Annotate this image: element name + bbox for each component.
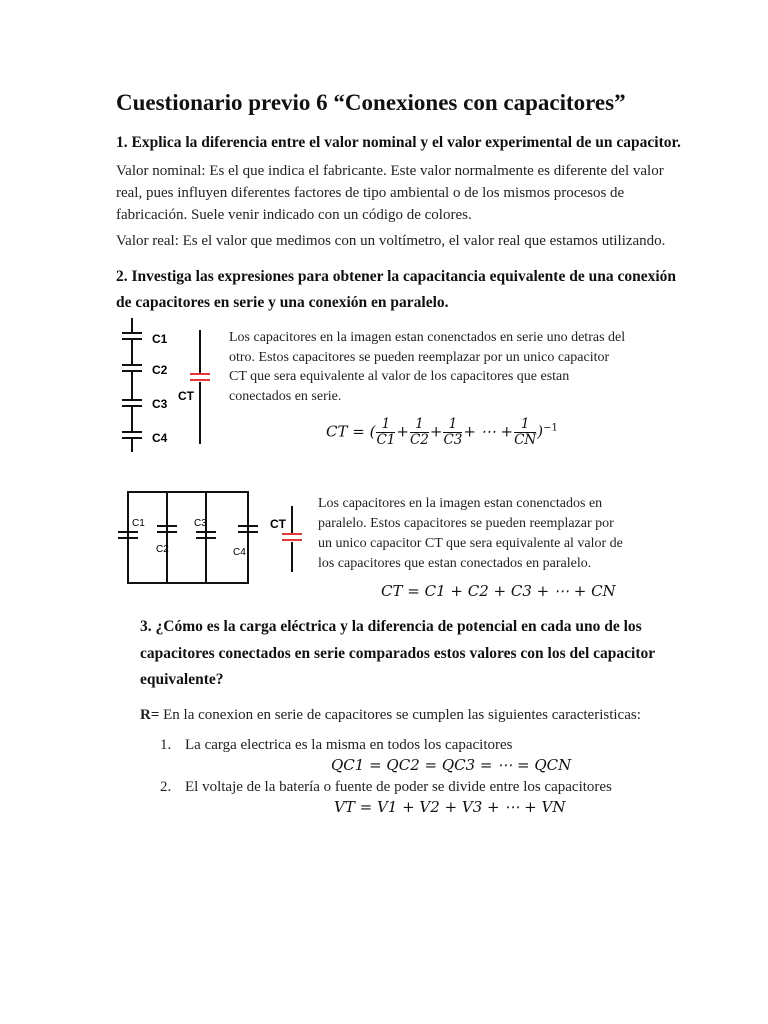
series-formula: CT = ( $\frac{1}{C1}$ + $\frac{1}{C2}$ + $\frac{1}{C3}$ + ⋯ + $\frac{1}{CN}$ )$^{-1}$	[326, 416, 558, 448]
question-2-line: de capacitores en serie y una conexión en paralelo.	[116, 294, 449, 311]
label-c3: C3	[194, 518, 207, 529]
list-item-number: 2.	[160, 779, 172, 795]
list-item-number: 1.	[160, 737, 172, 753]
question-2-line: 2. Investiga las expresiones para obtener la capacitancia equivalente de una conexión	[116, 268, 677, 285]
question-3	[140, 614, 655, 694]
label-c4: C4	[152, 431, 168, 445]
answer-prefix: R=	[140, 707, 160, 723]
parallel-explanation	[318, 494, 623, 574]
series-text-line: otro. Estos capacitores se pueden reemplazar por un unico capacitor	[229, 349, 610, 365]
parallel-circuit-diagram	[116, 486, 316, 586]
series-explanation	[229, 328, 625, 406]
fraction-1-c2: $\frac{1}{C2}$	[409, 416, 429, 448]
list-item-text: La carga electrica es la misma en todos los capacitores	[185, 737, 513, 753]
question-3-line: 3. ¿Cómo es la carga eléctrica y la diferencia de potencial en cada uno de los	[140, 618, 642, 635]
list-item	[160, 734, 513, 756]
list-item	[160, 776, 612, 798]
label-c2: C2	[156, 544, 169, 555]
series-circuit-diagram	[116, 318, 216, 454]
parallel-text-line: un unico capacitor CT que sera equivalente al valor de	[318, 536, 623, 551]
question-1: 1. Explica la diferencia entre el valor nominal y el valor experimental de un capacitor.	[116, 134, 681, 151]
parallel-text-line: paralelo. Estos capacitores se pueden reemplazar por	[318, 516, 614, 531]
nominal-line: real, pues influyen diferentes factores de tipo ambiental o de los mismos procesos de	[116, 185, 625, 201]
label-ct: CT	[270, 517, 286, 531]
label-c3: C3	[152, 397, 168, 411]
label-ct: CT	[178, 389, 194, 403]
formula-exponent: −1	[543, 422, 558, 434]
nominal-line: fabricación. Suele venir indicado con un código de colores.	[116, 207, 472, 223]
label-c4: C4	[233, 547, 246, 558]
question-3-line: capacitores conectados en serie comparados estos valores con los del capacitor	[140, 644, 656, 662]
parallel-text-line: los capacitores que estan conectados en paralelo.	[318, 556, 592, 571]
series-text-line: conectados en serie.	[229, 388, 342, 404]
series-text-line: CT que sera equivalente al valor de los capacitores que estan	[229, 369, 570, 384]
charge-formula: QC1 = QC2 = QC3 = ⋯ = QCN	[331, 756, 572, 774]
answer-text: En la conexion en serie de capacitores se cumplen las siguientes caracteristicas:	[159, 707, 641, 723]
answer-line	[140, 704, 641, 726]
real-value-paragraph: Valor real: Es el valor que medimos con un voltímetro, el valor real que estamos utilizando.	[116, 233, 666, 249]
fraction-1-c3: $\frac{1}{C3}$	[443, 416, 463, 448]
question-3-line: equivalente?	[140, 671, 224, 688]
parallel-text-line: Los capacitores en la imagen estan conenctados en	[318, 496, 603, 511]
fraction-1-cn: $\frac{1}{CN}$	[514, 416, 537, 448]
document-title: Cuestionario previo 6 “Conexiones con capacitores”	[116, 90, 626, 115]
fraction-1-c1: $\frac{1}{C1}$	[376, 416, 396, 448]
nominal-value-paragraph	[116, 160, 756, 226]
label-c1: C1	[152, 332, 168, 346]
list-item-text: El voltaje de la batería o fuente de poder se divide entre los capacitores	[185, 779, 612, 795]
label-c1: C1	[132, 518, 145, 529]
formula-lhs: CT = (	[326, 422, 376, 441]
voltage-formula: VT = V1 + V2 + V3 + ⋯ + VN	[334, 798, 566, 816]
series-text-line: Los capacitores en la imagen estan conenctados en serie uno detras del	[229, 330, 626, 345]
parallel-formula: CT = C1 + C2 + C3 + ⋯ + CN	[381, 582, 616, 600]
label-c2: C2	[152, 363, 168, 377]
nominal-line: Valor nominal: Es el que indica el fabricante. Este valor normalmente es diferente del valor	[116, 163, 664, 179]
